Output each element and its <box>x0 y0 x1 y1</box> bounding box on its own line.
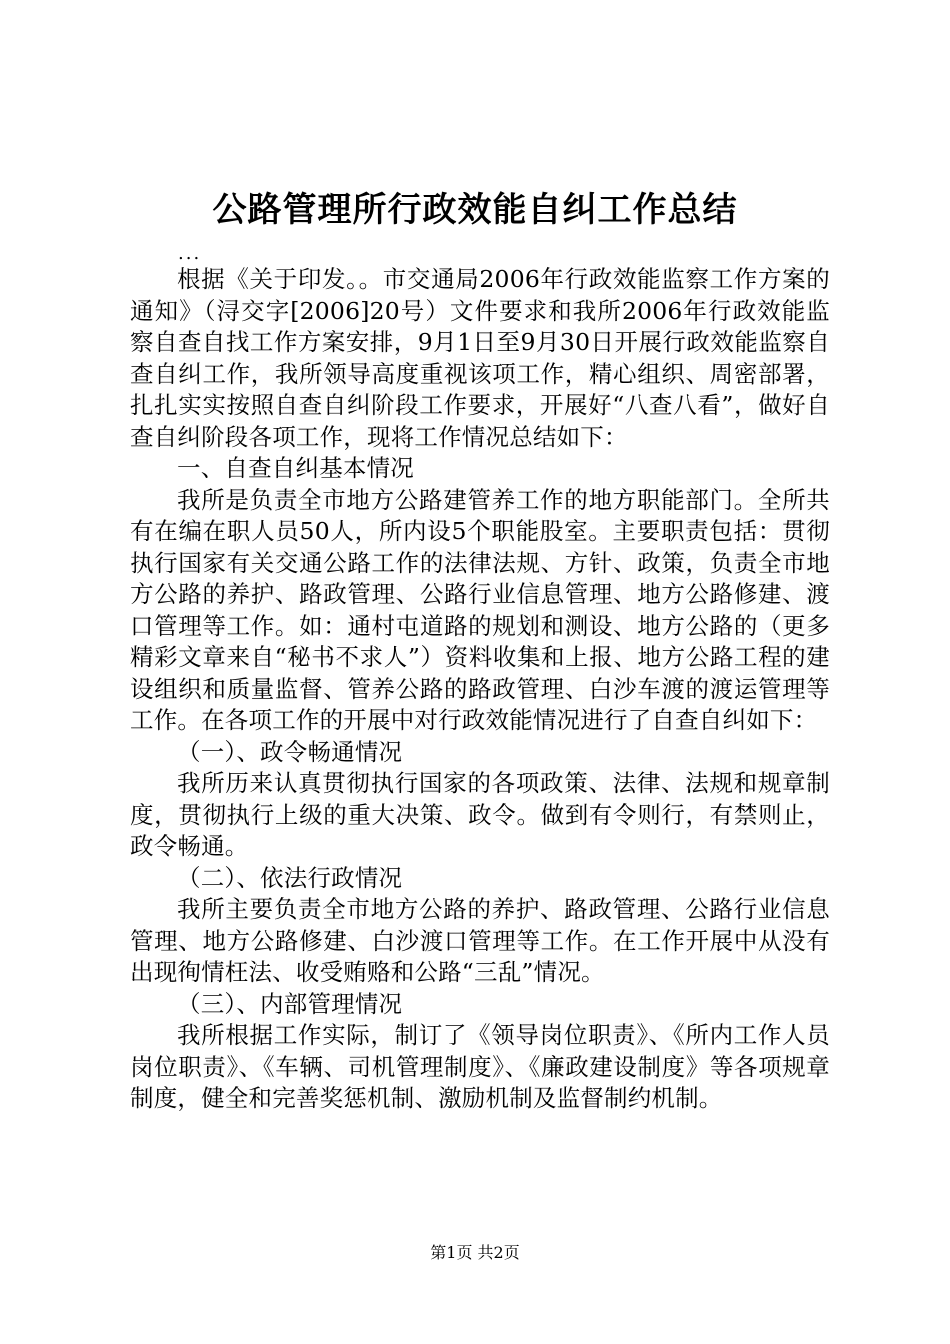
page-number-footer: 第1页 共2页 <box>430 1243 520 1262</box>
body-paragraph: 我所历来认真贯彻执行国家的各项政策、法律、法规和规章制度，贯彻执行上级的重大决策、政令。做到有令则行，有禁则止，政令畅通。 <box>130 769 830 860</box>
subsection-heading-2: （二）、依法行政情况 <box>177 863 403 892</box>
body-paragraph: 我所根据工作实际，制订了《领导岗位职责》、《所内工作人员岗位职责》、《车辆、司机管理制度》、《廉政建设制度》等各项规章制度，健全和完善奖惩机制、激励机制及监督制约机制。 <box>130 1021 830 1112</box>
section-heading-1: 一、自查自纠基本情况 <box>177 454 414 482</box>
subsection-heading-3: （三）、内部管理情况 <box>177 989 403 1018</box>
intro-paragraph: 根据《关于印发。。市交通局2006年行政效能监察工作方案的通知》（浔交字[2006]20号）文件要求和我所2006年行政效能监察自查自找工作方案安排，9月1日至9月30日开展行政效能监察自查自纠工作，我所领导高度重视该项工作，精心组织、周密部署，扎扎实实按照自查自纠阶段工作要求，开展好“八查八看”，做好自查自纠阶段各项工作，现将工作情况总结如下： <box>130 265 830 451</box>
body-paragraph: 我所主要负责全市地方公路的养护、路政管理、公路行业信息管理、地方公路修建、白沙渡口管理等工作。在工作开展中从没有出现徇情枉法、收受贿赂和公路“三乱”情况。 <box>130 895 830 986</box>
subsection-heading-1: （一）、政令畅通情况 <box>177 737 403 766</box>
body-paragraph: 我所是负责全市地方公路建管养工作的地方职能部门。全所共有在编在职人员50人，所内设5个职能股室。主要职责包括：贯彻执行国家有关交通公路工作的法律法规、方针、政策，负责全市地方公路的养护、路政管理、公路行业信息管理、地方公路修建、渡口管理等工作。如：通村屯道路的规划和测设、地方公路的（更多精彩文章来自“秘书不求人”）资料收集和上报、地方公路工程的建设组织和质量监督、管养公路的路政管理、白沙车渡的渡运管理等工作。在各项工作的开展中对行政效能情况进行了自查自纠如下： <box>130 485 830 734</box>
document-title: 公路管理所行政效能自纠工作总结 <box>212 190 738 230</box>
document-body <box>130 264 830 1115</box>
ellipsis-mark: ... <box>178 243 202 264</box>
